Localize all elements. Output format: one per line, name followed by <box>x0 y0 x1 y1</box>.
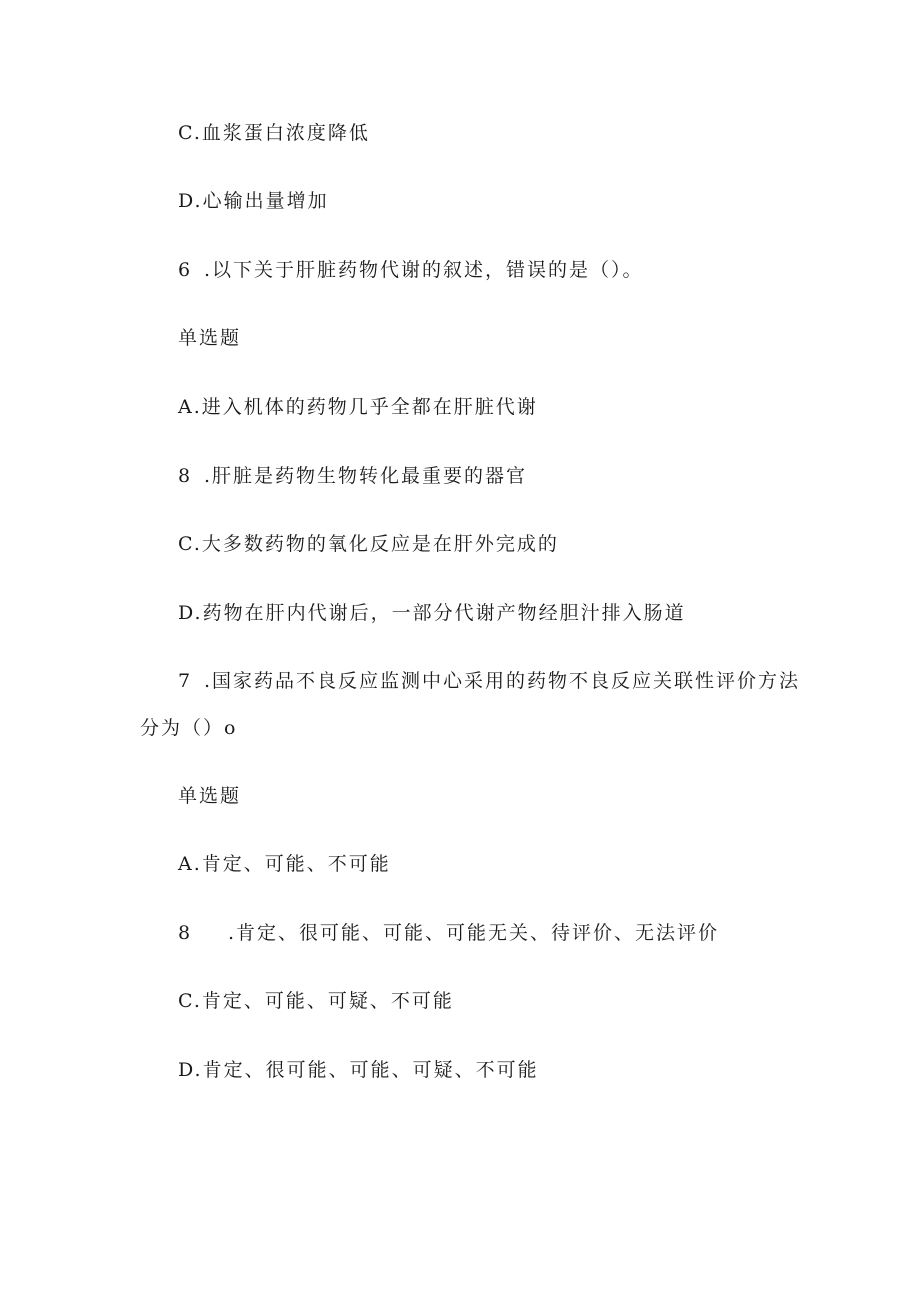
option-number: 8 <box>178 465 193 487</box>
option-d-q6 <box>178 599 686 627</box>
option-c-q5 <box>178 119 370 147</box>
question-type-text: 单选题 <box>178 327 242 349</box>
option-b-q7 <box>178 919 719 947</box>
option-d-q5 <box>178 187 329 215</box>
option-number: 8 <box>178 922 193 944</box>
option-text: A.肯定、可能、不可能 <box>178 853 391 875</box>
question-number: 6 <box>178 259 193 281</box>
option-text: D.药物在肝内代谢后，一部分代谢产物经胆汁排入肠道 <box>178 602 686 624</box>
question-text: 分为（）o <box>140 717 238 739</box>
question-type-text: 单选题 <box>178 785 242 807</box>
question-type-label <box>178 782 241 810</box>
option-text: D.肯定、很可能、可能、可疑、不可能 <box>178 1059 539 1081</box>
option-text: D.心输出量增加 <box>178 190 329 212</box>
option-c-q6 <box>178 530 559 558</box>
question-text: .国家药品不良反应监测中心采用的药物不良反应关联性评价方法 <box>204 670 801 692</box>
question-7 <box>178 667 800 695</box>
question-type-label <box>178 324 241 352</box>
option-b-q6 <box>178 462 527 490</box>
option-text: .肝脏是药物生物转化最重要的器官 <box>204 465 528 487</box>
option-text: .肯定、很可能、可能、可能无关、待评价、无法评价 <box>228 922 720 944</box>
option-d-q7 <box>178 1056 539 1084</box>
option-text: C.血浆蛋白浓度降低 <box>178 122 370 144</box>
option-text: A.进入机体的药物几乎全都在肝脏代谢 <box>178 396 538 418</box>
option-text: C.肯定、可能、可疑、不可能 <box>178 990 454 1012</box>
option-c-q7 <box>178 987 454 1015</box>
question-text: .以下关于肝脏药物代谢的叙述，错误的是（）。 <box>204 259 644 281</box>
option-a-q6 <box>178 393 538 421</box>
question-6 <box>178 256 644 284</box>
option-a-q7 <box>178 850 391 878</box>
question-7-continued <box>140 714 237 742</box>
option-text: C.大多数药物的氧化反应是在肝外完成的 <box>178 533 559 555</box>
question-number: 7 <box>178 670 193 692</box>
